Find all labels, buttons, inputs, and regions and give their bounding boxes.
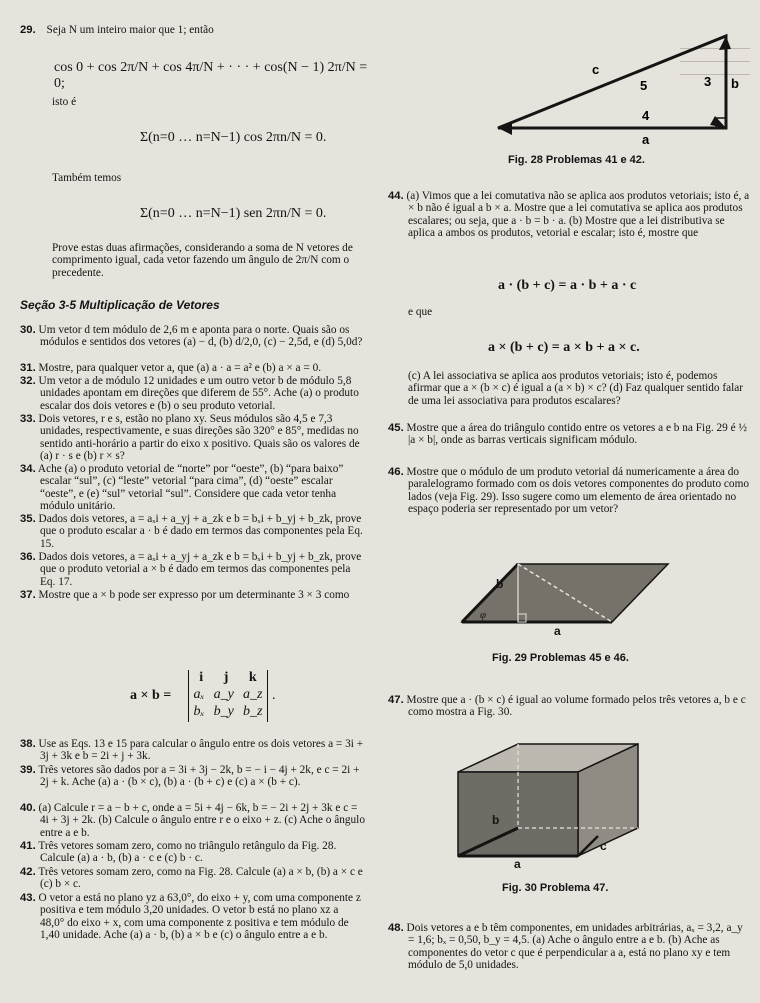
problem-48-text — [388, 922, 750, 972]
tambem-text: Também temos — [52, 172, 122, 184]
problem-36 — [20, 551, 365, 589]
problem-number: 39. — [20, 764, 36, 776]
problem-number: 37. — [20, 589, 36, 601]
problem-39 — [20, 764, 365, 802]
problem-text: Dados dois vetores, a = aₓi + a_yj + a_zk e b = bₓi + b_yj + b_zk, prove que o produto vetorial a × b é dado em termos das componentes pela Eq. 17. — [38, 551, 362, 588]
problem-number: 44. — [388, 190, 404, 202]
e-que-text: e que — [408, 306, 433, 318]
problem-number: 33. — [20, 413, 36, 425]
label-phi: φ — [480, 609, 487, 621]
label-b: b — [496, 577, 504, 591]
problem-number: 47. — [388, 694, 404, 706]
equation-sen-summation: Σ(n=0 … n=N−1) sen 2πn/N = 0. — [140, 206, 327, 221]
problem-46 — [388, 466, 750, 516]
problem-number: 30. — [20, 324, 36, 336]
problem-35 — [20, 513, 365, 551]
determinant-period: . — [272, 688, 276, 703]
triangle-outline — [498, 36, 726, 128]
problem-41 — [20, 840, 365, 866]
problem-number: 35. — [20, 513, 36, 525]
matrix-cell: b_y — [213, 704, 234, 719]
determinant-lhs: a × b = — [130, 688, 172, 703]
problem-number: 48. — [388, 922, 404, 934]
equation-cos-sum: cos 0 + cos 2π/N + cos 4π/N + · · · + cos(N − 1) 2π/N = 0; — [54, 60, 368, 91]
arrowhead-a — [498, 121, 512, 135]
problem-text: (a) Calcule r = a − b + c, onde a = 5i + 4j − 6k, b = − 2i + 2j + 3k e c = 4i + 3j + 2k. (b) Calcule o ângulo entre r e o eixo + z. (c) Ache o ângulo entre a e b. — [38, 802, 365, 839]
problem-number: 34. — [20, 463, 36, 475]
problem-number: 43. — [20, 892, 36, 904]
equation-cos-summation: Σ(n=0 … n=N−1) cos 2πn/N = 0. — [140, 130, 327, 145]
label-5: 5 — [640, 78, 648, 93]
matrix-cell: b_z — [242, 704, 263, 719]
matrix-cell: aₓ — [193, 687, 205, 702]
figure-30-caption: Fig. 30 Problema 47. — [502, 882, 609, 894]
section-title: Seção 3-5 Multiplicação de Vetores — [20, 298, 220, 312]
problem-44 — [388, 190, 750, 240]
problem-text: Seja N um inteiro maior que 1; então — [46, 24, 214, 36]
problem-text: Um vetor d tem módulo de 2,6 m e aponta para o norte. Quais são os módulos e sentidos dos vetores (a) − d, (b) d/2,0, (c) − 2,5d, e (d) 5,0d? — [38, 324, 363, 349]
problem-43 — [20, 892, 365, 942]
problem-text: Dois vetores, r e s, estão no plano xy. Seus módulos são 4,5 e 7,3 unidades, respectivamente, e suas direções são 320° e 85°, medidas no sentido anti-horário a partir do eixo x positivo. Quais são os valores de (a) r · s e (b) r × s? — [38, 413, 360, 463]
isto-e-text: isto é — [52, 96, 77, 108]
problem-text: Três vetores somam zero, como na Fig. 28. Calcule (a) a × b, (b) a × c e (c) b × c. — [38, 866, 363, 891]
problem-number: 36. — [20, 551, 36, 563]
matrix-cell: i — [199, 670, 204, 685]
problem-number: 40. — [20, 802, 36, 814]
equation-distributive-dot: a · (b + c) = a · b + a · c — [498, 278, 637, 293]
label-3: 3 — [704, 74, 712, 89]
problem-number: 41. — [20, 840, 36, 852]
label-a: a — [554, 624, 561, 638]
problem-46-text — [388, 466, 750, 516]
problem-40 — [20, 802, 365, 840]
label-a: a — [514, 857, 521, 870]
problem-text: Três vetores são dados por a = 3i + 3j − 2k, b = − i − 4j + 2k, e c = 2i + 2j + k. Ache (a) a · (b × c), (b) a · (b + c) e (c) a × (b + c). — [38, 764, 360, 789]
problem-45 — [388, 422, 750, 447]
problem-text: Mostre que a · (b × c) é igual ao volume formado pelos três vetores a, b e c como mostra a Fig. 30. — [406, 694, 746, 719]
matrix-cell: a_y — [213, 687, 234, 702]
problem-34 — [20, 463, 365, 513]
problem-45-text — [388, 422, 750, 447]
determinant-row-1 — [189, 670, 267, 687]
problem-38 — [20, 738, 365, 764]
determinant-row-3 — [189, 704, 267, 721]
problem-30 — [20, 324, 365, 362]
problem-44-text — [388, 190, 750, 240]
label-b: b — [492, 813, 500, 827]
problem-text: Dados dois vetores, a = aₓi + a_yj + a_zk e b = bₓi + b_yj + b_zk, prove que o produto escalar a · b é dado em termos das componentes pela Eq. 15. — [38, 513, 363, 550]
matrix-cell: k — [248, 670, 257, 685]
label-b: b — [731, 76, 739, 91]
problem-number: 29. — [20, 24, 36, 36]
problem-text: Três vetores somam zero, como no triângulo retângulo da Fig. 28. Calcule (a) a · b, (b) a · c e (c) b · c. — [38, 840, 337, 865]
problem-number: 46. — [388, 466, 404, 478]
problem-number: 42. — [20, 866, 36, 878]
problem-text: Mostre que a área do triângulo contido entre os vetores a e b na Fig. 29 é ½ |a × b|, onde as barras verticais significam módulo. — [406, 422, 747, 447]
determinant-row-2 — [189, 687, 267, 704]
problem-text: (a) Vimos que a lei comutativa não se aplica aos produtos vetoriais; isto é, a × b não é igual a b × a. Mostre que a lei comutativa se aplica aos produtos escalares; ou seja, que a · b = b · a. (b) Mostre que a lei distributiva se aplica a ambos os produtos, vetorial e escalar; isto é, mostre que — [406, 190, 750, 240]
problem-29-prove-text: Prove estas duas afirmações, considerando a soma de N vetores de comprimento igual, cada vetor fazendo um ângulo de 2π/N com o precedente. — [52, 242, 353, 279]
determinant-equation — [130, 670, 280, 724]
figure-29-caption: Fig. 29 Problemas 45 e 46. — [492, 652, 629, 664]
problem-text: Mostre que o módulo de um produto vetorial dá numericamente a área do paralelogramo formado com os dois vetores componentes do produto como lados (veja Fig. 29). Isso sugere como um elemento de área orientado no espaço poderia ser representado por um vetor? — [406, 466, 750, 516]
problem-31 — [20, 362, 365, 375]
matrix-cell: j — [223, 670, 229, 685]
figure-28-triangle — [488, 28, 748, 146]
problem-number: 31. — [20, 362, 36, 374]
problem-29 — [20, 24, 365, 36]
problem-text: Use as Eqs. 13 e 15 para calcular o ângulo entre os dois vetores a = 3i + 3j + 3k e b = 2i + j + 3k. — [38, 738, 364, 763]
problem-list-b — [20, 738, 365, 942]
problem-text: O vetor a está no plano yz a 63,0°, do eixo + y, com uma componente z positiva e tem módulo 3,20 unidades. O vetor b está no plano xz a 48,0° do eixo + x, com uma componente z positiva e tem módulo de 1,40 unidade. Ache (a) a · b, (b) a × b e (c) o ângulo entre a e b. — [38, 892, 361, 942]
problem-47-text — [388, 694, 750, 719]
label-c: c — [592, 62, 600, 77]
matrix-cell: bₓ — [193, 704, 205, 719]
problem-number: 45. — [388, 422, 404, 434]
problem-list-a — [20, 324, 365, 615]
problem-text: Ache (a) o produto vetorial de “norte” por “oeste”, (b) “para baixo” escalar “sul”, (c) “leste” vetorial “para cima”, (d) “oeste” escalar “oeste”, e (e) “sul” vetorial “sul”. Considere que cada vetor tenha módulo unitário. — [37, 463, 344, 513]
problem-33 — [20, 413, 365, 463]
label-a: a — [642, 132, 650, 146]
problem-42 — [20, 866, 365, 892]
problem-number: 38. — [20, 738, 36, 750]
label-c: c — [600, 839, 607, 853]
figure-30-parallelepiped — [448, 740, 698, 870]
matrix-cell: a_z — [242, 687, 263, 702]
label-4: 4 — [642, 108, 650, 123]
problem-text: Mostre que a × b pode ser expresso por um determinante 3 × 3 como — [38, 589, 350, 601]
parallelogram-shape — [462, 564, 668, 622]
problem-44-continued: (c) A lei associativa se aplica aos produtos vetoriais; isto é, podemos afirmar que a × (b × c) é igual a (a × b) × c? (d) Faz qualquer sentido falar de uma lei associativa para produtos escalares? — [408, 370, 744, 407]
problem-text: Um vetor a de módulo 12 unidades e um outro vetor b de módulo 5,8 unidades apontam em direções que diferem de 55°. Ache (a) o produto escalar dos dois vetores e (b) o seu produto vetorial. — [38, 375, 359, 412]
figure-28-caption: Fig. 28 Problemas 41 e 42. — [508, 154, 645, 166]
problem-32 — [20, 375, 365, 413]
equation-distributive-cross: a × (b + c) = a × b + a × c. — [488, 340, 640, 355]
problem-47 — [388, 694, 750, 719]
problem-number: 32. — [20, 375, 36, 387]
figure-29-parallelogram — [458, 558, 678, 638]
problem-text: Dois vetores a e b têm componentes, em unidades arbitrárias, aₓ = 3,2, a_y = 1,6; bₓ = 0,50, b_y = 4,5. (a) Ache o ângulo entre a e b. (b) Ache as componentes do vetor c que é perpendicular a a, está no plano xy e tem módulo de 5,0 unidades. — [406, 922, 743, 972]
problem-37 — [20, 589, 365, 615]
problem-text: Mostre, para qualquer vetor a, que (a) a · a = a² e (b) a × a = 0. — [38, 362, 322, 374]
problem-48 — [388, 922, 750, 972]
determinant-matrix — [188, 670, 268, 722]
